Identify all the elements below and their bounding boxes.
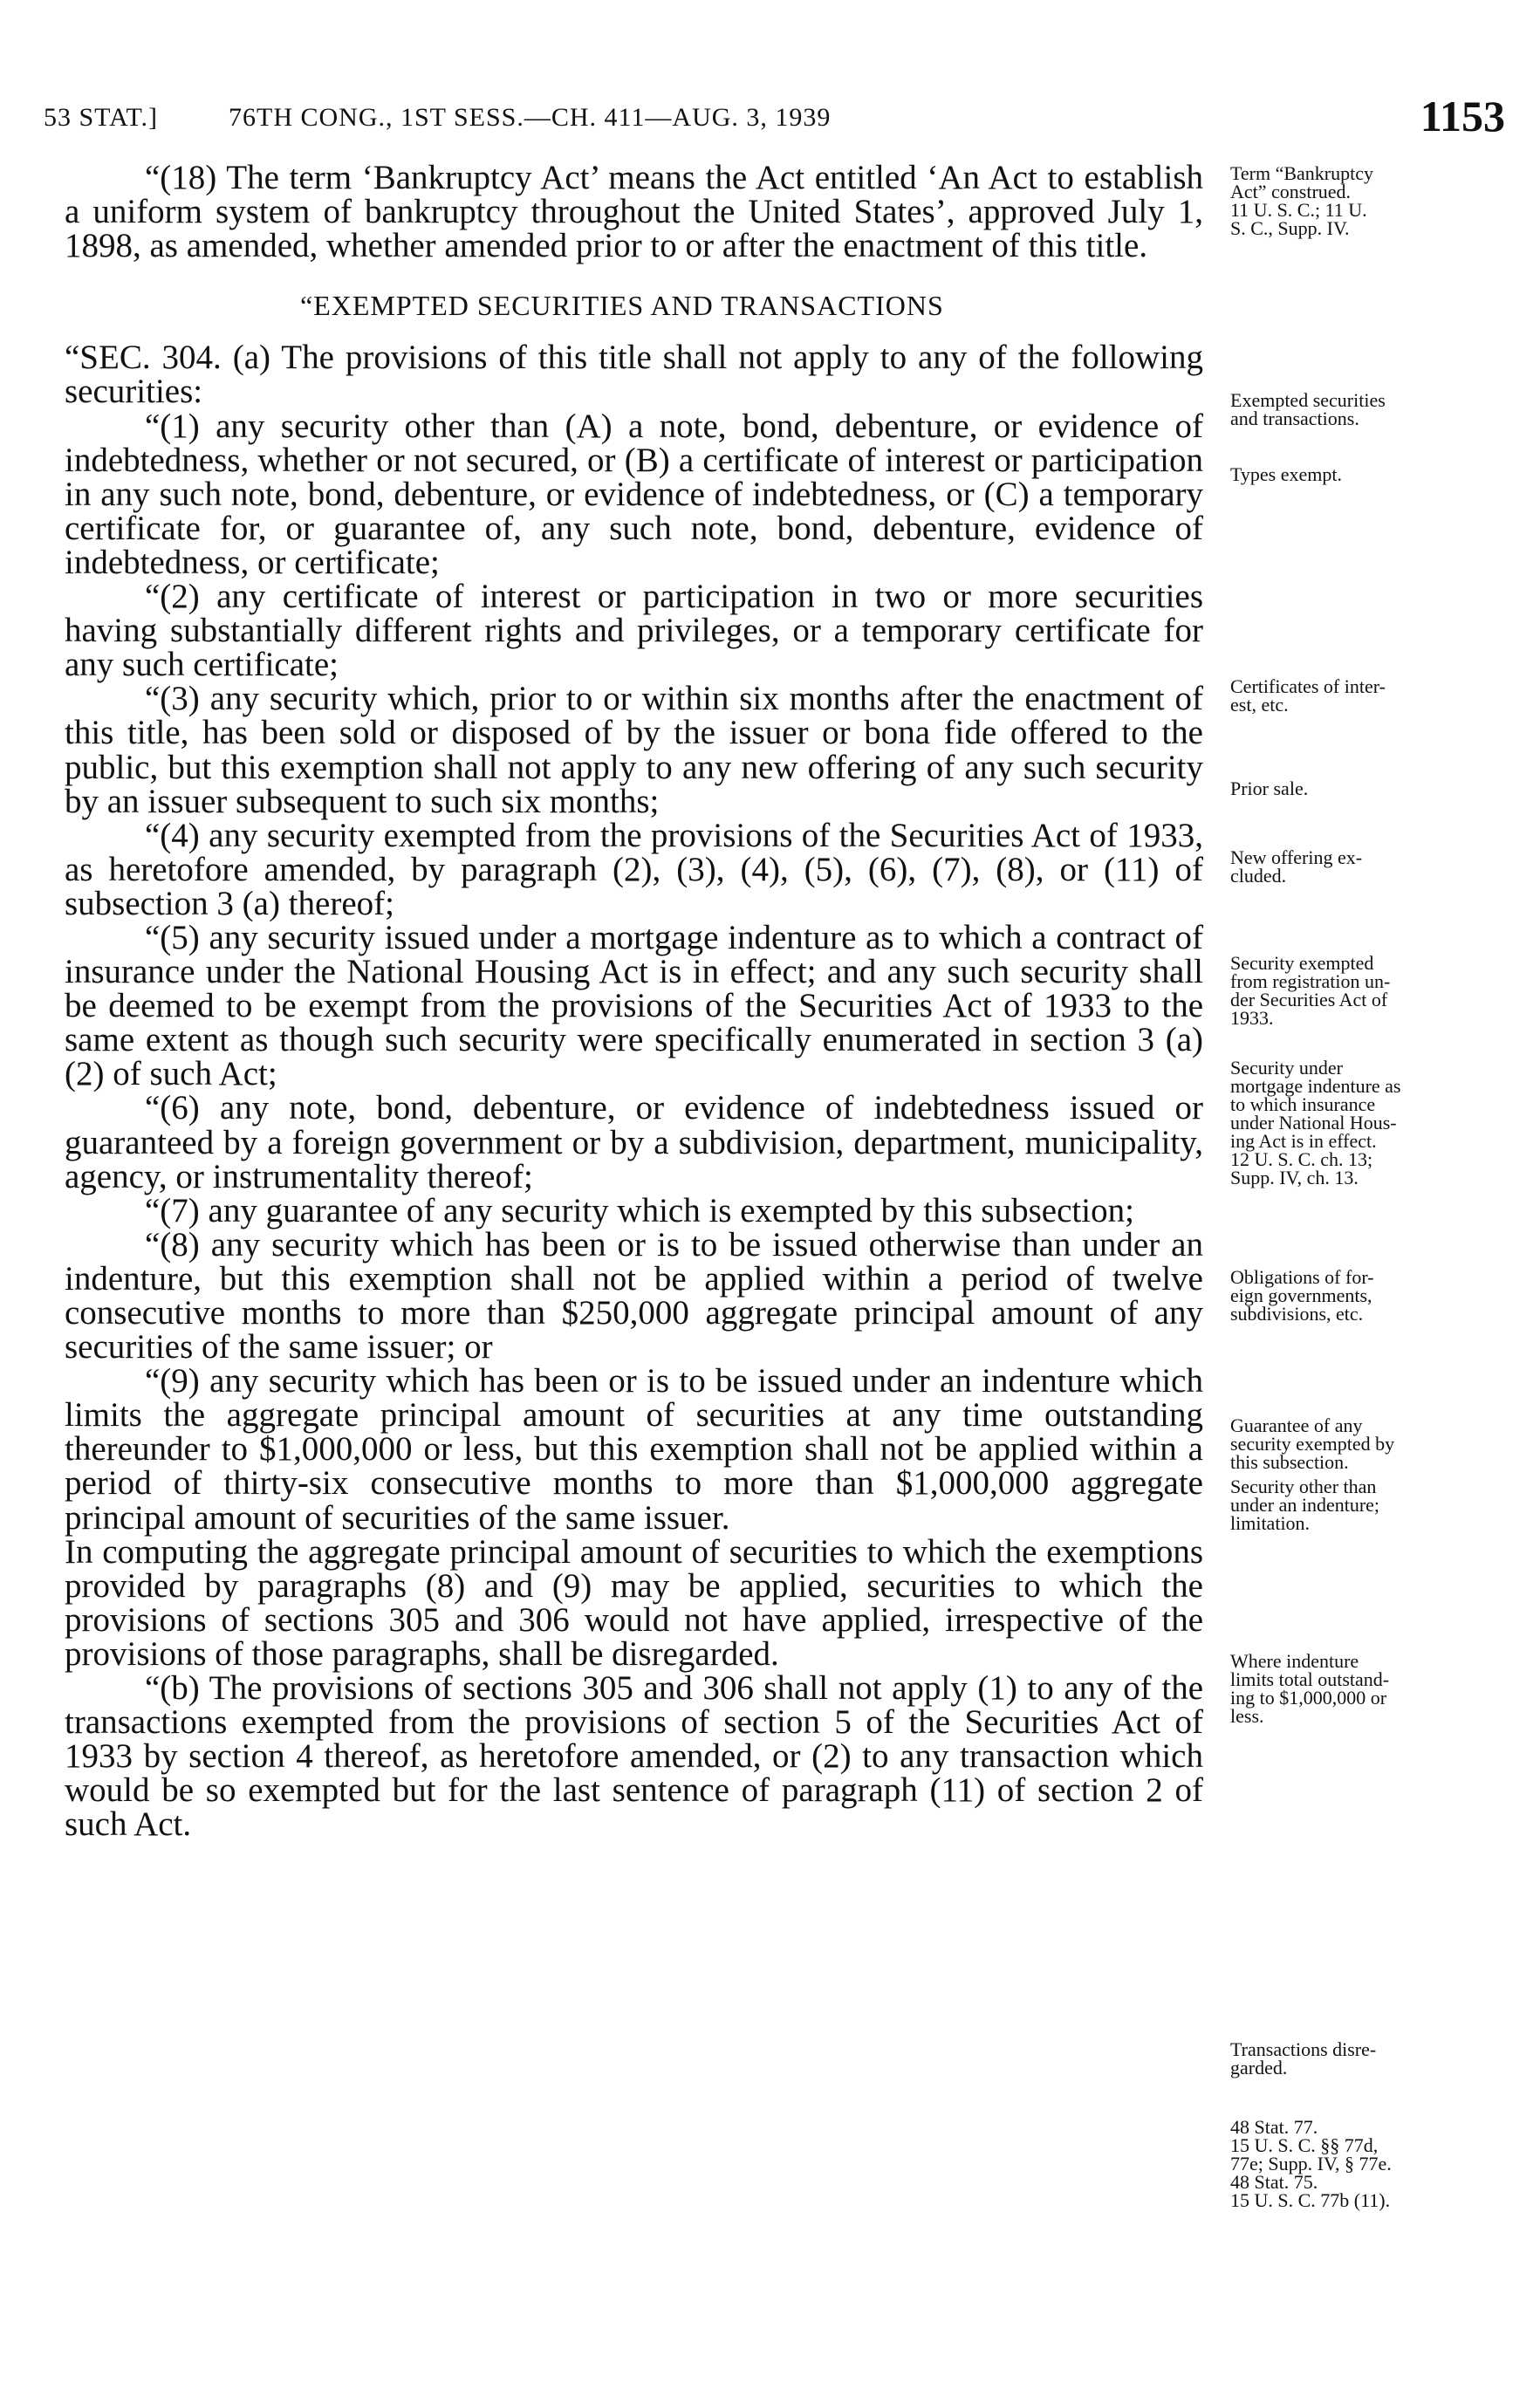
statute-volume: 53 STAT.]	[44, 103, 159, 132]
note-line: cluded.	[1230, 865, 1287, 887]
margin-note-citations	[1230, 2118, 1518, 2209]
margin-note-exempted	[1230, 391, 1518, 428]
note-line: this subsection.	[1230, 1451, 1349, 1473]
margin-note-new-offering	[1230, 848, 1518, 885]
item-1: “(1) any security other than (A) a note, bond, debenture, or evidence of indebtedness, whether or not secured, or (B) a certificate of interest or participation in any such note, bond, debenture, or evidence of indebtedness, or (C) a temporary certificate for, or guarantee of, any such note, bond, debenture, evidence of indebtedness, or certificate;	[65, 407, 1203, 581]
note-line: Term “Bankruptcy	[1230, 162, 1374, 184]
item-4: “(4) any security exempted from the provisions of the Securities Act of 1933, as heretofore amended, by paragraph (2), (3), (4), (5), (6), (7), (8), or (11) of subsection 3 (a) thereof;	[65, 816, 1203, 922]
note-line: 15 U. S. C. §§ 77d,	[1230, 2134, 1379, 2156]
note-line: New offering ex-	[1230, 846, 1363, 868]
item-6: “(6) any note, bond, debenture, or evidence of indebtedness issued or guaranteed by a foreign government or by a subdivision, department, municipality, agency, or instrumentality thereof;	[65, 1089, 1203, 1195]
note-line: Security exempted	[1230, 952, 1374, 974]
margin-note-certificates	[1230, 677, 1518, 714]
note-line: security exempted by	[1230, 1433, 1395, 1455]
congress-session-line: 76TH CONG., 1ST SESS.—CH. 411—AUG. 3, 1939	[229, 103, 832, 132]
note-line: subdivisions, etc.	[1230, 1303, 1364, 1325]
item-2: “(2) any certificate of interest or participation in two or more securities having substantially different rights and privileges, or a temporary certificate for any such certificate;	[65, 578, 1203, 684]
note-line: Exempted securities	[1230, 389, 1386, 411]
margin-note-where-indenture	[1230, 1652, 1518, 1725]
item-3: “(3) any security which, prior to or within six months after the enactment of this title, has been sold or disposed of by the issuer or bona fide offered to the public, but this exemption shall not apply to any new offering of any such security by an issuer subsequent to such six months;	[65, 680, 1203, 820]
note-line: Security under	[1230, 1057, 1343, 1079]
note-line: Prior sale.	[1230, 777, 1309, 799]
note-line: from registration un-	[1230, 970, 1391, 992]
subsection-b: “(b) The provisions of sections 305 and 306 shall not apply (1) to any of the transactions exempted from the provisions of section 5 of the Securities Act of 1933 by section 4 thereof, as heretofore amended, or (2) to any transaction which would be so exempted but for the last sentence of paragraph (11) of section 2 of such Act.	[65, 1669, 1203, 1844]
page-number: 1153	[1420, 92, 1505, 140]
note-line: Guarantee of any	[1230, 1414, 1363, 1436]
section-heading: “EXEMPTED SECURITIES AND TRANSACTIONS	[300, 290, 944, 322]
note-line: est, etc.	[1230, 694, 1289, 716]
note-line: S. C., Supp. IV.	[1230, 217, 1350, 239]
note-line: Types exempt.	[1230, 463, 1342, 485]
margin-note-transactions	[1230, 2040, 1518, 2077]
computing-paragraph: In computing the aggregate principal amount of securities to which the exemptions provided by paragraphs (8) and (9) may be applied, securities to which the provisions of sections 305 and 306 would not have applied, irrespective of the provisions of those paragraphs, shall be disregarded.	[65, 1532, 1203, 1673]
note-line: 12 U. S. C. ch. 13;	[1230, 1148, 1373, 1170]
note-line: less.	[1230, 1705, 1264, 1727]
note-line: Obligations of for-	[1230, 1266, 1374, 1288]
note-line: Transactions disre-	[1230, 2038, 1377, 2060]
margin-note-mortgage	[1230, 1058, 1518, 1187]
note-line: Act” construed.	[1230, 181, 1352, 202]
margin-note-types	[1230, 465, 1518, 483]
note-line: 1933.	[1230, 1007, 1274, 1029]
item-9: “(9) any security which has been or is to be issued under an indenture which limits the aggregate principal amount of securities at any time outstanding thereunder to $1,000,000 or less, but this exemption shall not be applied within a period of thirty-six consecutive months to more than $1,000,000 aggregate principal amount of securities of the same issuer.	[65, 1362, 1203, 1537]
note-line: ing Act is in effect.	[1230, 1130, 1377, 1152]
note-line: 48 Stat. 77.	[1230, 2116, 1318, 2138]
note-line: ing to $1,000,000 or	[1230, 1687, 1387, 1709]
note-line: 11 U. S. C.; 11 U.	[1230, 199, 1367, 221]
note-line: Supp. IV, ch. 13.	[1230, 1167, 1359, 1188]
note-line: 48 Stat. 75.	[1230, 2171, 1318, 2193]
item-8: “(8) any security which has been or is to be issued otherwise than under an indenture, but this exemption shall not be applied within a period of twelve consecutive months to more than $250,000 aggregate principal amount of any securities of the same issuer; or	[65, 1225, 1203, 1366]
note-line: garded.	[1230, 2057, 1288, 2079]
margin-note-security-exempted	[1230, 954, 1518, 1027]
note-line: to which insurance	[1230, 1093, 1376, 1115]
margin-note-other-than	[1230, 1477, 1518, 1532]
note-line: Where indenture	[1230, 1650, 1359, 1672]
note-line: 77e; Supp. IV, § 77e.	[1230, 2153, 1392, 2174]
margin-note-guarantee	[1230, 1416, 1518, 1471]
note-line: and transactions.	[1230, 407, 1359, 429]
note-line: under an indenture;	[1230, 1494, 1380, 1516]
note-line: mortgage indenture as	[1230, 1075, 1401, 1097]
note-line: Certificates of inter-	[1230, 675, 1386, 697]
item-7: “(7) any guarantee of any security which is exempted by this subsection;	[145, 1191, 1134, 1229]
note-line: limits total outstand-	[1230, 1668, 1390, 1690]
margin-note-bankruptcy	[1230, 164, 1518, 237]
note-line: 15 U. S. C. 77b (11).	[1230, 2189, 1391, 2211]
margin-note-foreign	[1230, 1268, 1518, 1323]
statute-body	[65, 161, 1203, 1842]
note-line: limitation.	[1230, 1512, 1311, 1534]
note-line: Security other than	[1230, 1476, 1377, 1497]
paragraph-18: “(18) The term ‘Bankruptcy Act’ means the Act entitled ‘An Act to establish a uniform system of bankruptcy throughout the United States’, approved July 1, 1898, as amended, whether amended prior to or after the enactment of this title.	[65, 159, 1203, 265]
margin-note-prior-sale	[1230, 779, 1518, 798]
item-5: “(5) any security issued under a mortgage indenture as to which a contract of insurance under the National Housing Act is in effect; and any such security shall be deemed to be exempt from the provisions of the Securities Act of 1933 to the same extent as though such security were specifically enumerated in section 3 (a) (2) of such Act;	[65, 918, 1203, 1093]
section-304: “SEC. 304. (a) The provisions of this title shall not apply to any of the following securities:	[65, 339, 1203, 411]
note-line: under National Hous-	[1230, 1112, 1397, 1133]
note-line: der Securities Act of	[1230, 989, 1388, 1010]
note-line: eign governments,	[1230, 1284, 1372, 1306]
page-header	[0, 0, 1540, 148]
